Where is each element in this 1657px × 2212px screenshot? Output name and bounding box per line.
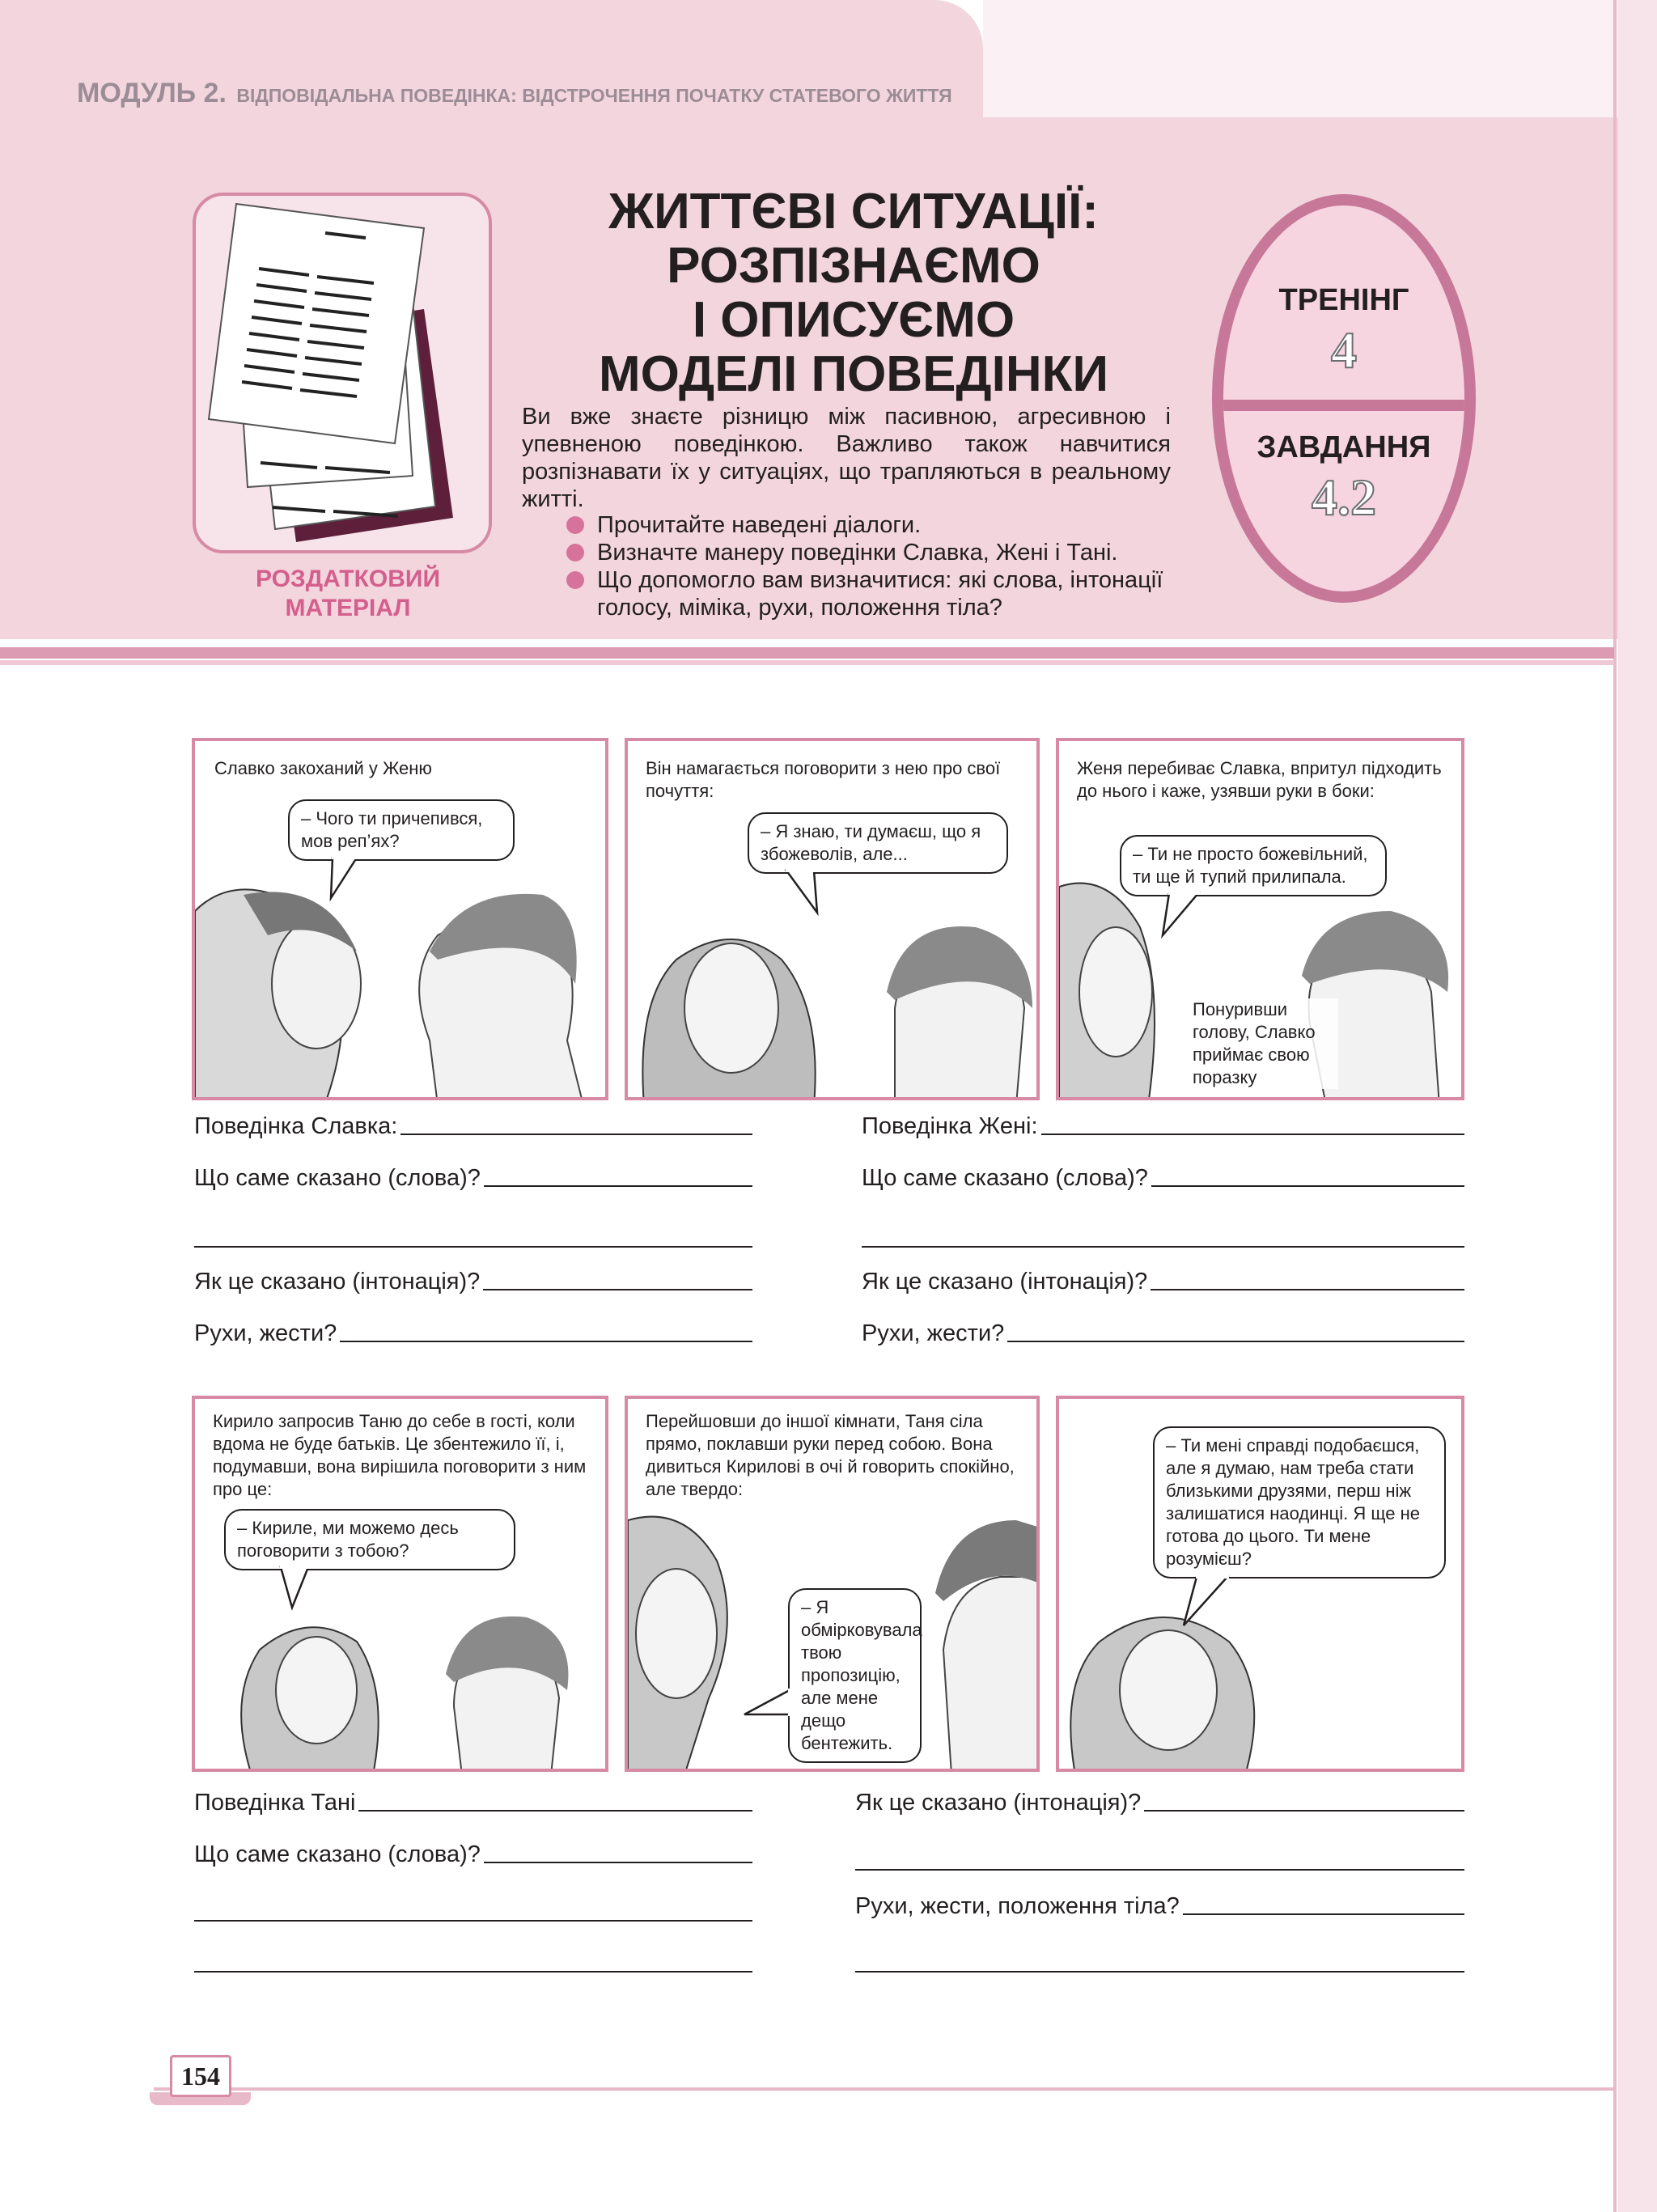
edge-bar [1618, 0, 1657, 2212]
bubble-tail-icon [1180, 1574, 1237, 1630]
panel-caption: Він намагається поговорити з нею про свої почуття: [646, 758, 1001, 801]
training-number: 4 [1331, 321, 1357, 379]
answer-line[interactable] [340, 1341, 752, 1342]
handout-label [194, 565, 502, 623]
question-zhenia-behavior: Поведінка Жені: [862, 1113, 1464, 1140]
answer-line[interactable] [358, 1810, 752, 1812]
bullet-icon [566, 516, 584, 534]
header-rule-thin [0, 660, 1614, 665]
question-gestures: Рухи, жести? [194, 1320, 752, 1347]
answer-line[interactable] [400, 1134, 752, 1135]
task-list [566, 511, 1181, 621]
girl-illustration [1059, 1593, 1464, 1772]
answer-line[interactable] [194, 1246, 752, 1248]
answer-line[interactable] [1151, 1185, 1464, 1187]
documents-icon [193, 193, 492, 553]
task-item: Визначте манеру поведінки Славка, Жені і Тані. [566, 539, 1181, 566]
answer-line[interactable] [484, 1185, 752, 1187]
question-gestures: Рухи, жести, положення тіла? [855, 1893, 1464, 1920]
question-tania-behavior: Поведінка Тані [194, 1790, 752, 1816]
speech-bubble: – Чого ти причепився, мов реп’ях? [288, 799, 515, 861]
task-item: Прочитайте наведені діалоги. [566, 511, 1181, 539]
panel-caption: Кирило запросив Таню до себе в гості, коли вдома не буде батьків. Це збентежило її, і, подумавши, вона вирішила поговорити з ним про це: [213, 1411, 587, 1499]
panel-caption: Перейшовши до іншої кімнати, Таня сіла прямо, поклавши руки перед собою. Вона дивиться Кирилові в очі й говорить спокійно, але твердо: [646, 1411, 1015, 1499]
footer-rule [154, 2087, 1614, 2091]
edge-line [1613, 0, 1617, 2212]
handout-label-line1: РОЗДАТКОВИЙ [255, 566, 441, 592]
answer-line[interactable] [194, 1971, 752, 1973]
bubble-tail-icon [741, 1682, 795, 1731]
bubble-tail-icon [782, 867, 830, 916]
header-pale-strip [983, 0, 1657, 117]
module-label: МОДУЛЬ 2. [77, 78, 227, 108]
comic2-panel1 [192, 1396, 608, 1772]
module-heading [77, 78, 952, 109]
intro-text: Ви вже знаєте різницю між пасивною, агресивною і упевненою поведінкою. Важливо також навчитися розпізнавати їх у ситуаціях, що трапляються в реальному житті. [522, 404, 1171, 512]
page-number: 154 [170, 2055, 231, 2097]
title-line4: МОДЕЛІ ПОВЕДІНКИ [598, 346, 1109, 402]
title-line3: І ОПИСУЄМО [692, 292, 1015, 348]
question-words: Що саме сказано (слова)? [194, 1165, 752, 1192]
training-label: ТРЕНІНГ [1278, 283, 1409, 317]
speech-bubble: – Кириле, ми можемо десь поговорити з тобою? [224, 1509, 515, 1570]
question-intonation: Як це сказано (інтонація)? [194, 1269, 752, 1295]
title-line1: ЖИТТЄВІ СИТУАЦІЇ: [608, 184, 1099, 239]
title-line2: РОЗПІЗНАЄМО [667, 238, 1040, 294]
bubble-tail-icon [1156, 890, 1213, 939]
answer-line[interactable] [1007, 1341, 1464, 1342]
girl-and-boy-illustration [628, 871, 1040, 1100]
page-title [518, 184, 1189, 401]
answer-line[interactable] [484, 1862, 752, 1863]
answer-line[interactable] [483, 1289, 752, 1290]
handout-label-line2: МАТЕРІАЛ [285, 595, 411, 621]
bubble-tail-icon [276, 1564, 324, 1612]
task-number: 4.2 [1312, 468, 1376, 526]
question-intonation: Як це сказано (інтонація)? [862, 1269, 1464, 1295]
answer-line[interactable] [1041, 1134, 1465, 1135]
girl-and-boy-illustration [195, 1585, 608, 1772]
bubble-tail-icon [324, 854, 373, 903]
panel-caption-2: Понуривши голову, Славко приймає свою поразку [1193, 998, 1338, 1089]
answer-line[interactable] [194, 1920, 752, 1922]
speech-bubble: – Ти мені справді подобаєшся, але я думаю, нам треба стати близькими друзями, перш ніж залишатися наодинці. Я ще не готова до цього. Ти мене розумієш? [1153, 1426, 1446, 1578]
task-label: ЗАВДАННЯ [1257, 430, 1431, 464]
training-badge [1212, 194, 1476, 603]
answer-line[interactable] [855, 1869, 1464, 1871]
comic1-panel2 [625, 738, 1040, 1100]
task-item: Що допомогло вам визначитися: які слова, інтонації голосу, міміка, рухи, положення тіла? [566, 566, 1181, 621]
question-words: Що саме сказано (слова)? [194, 1841, 752, 1868]
speech-bubble: – Я обмірковувала твою пропозицію, але мене дещо бентежить. [788, 1588, 922, 1763]
speech-bubble: – Ти не просто божевільний, ти ще й тупий прилипала. [1120, 835, 1387, 896]
panel-caption: Женя перебиває Славка, впритул підходить до нього і каже, узявши руки в боки: [1077, 758, 1442, 801]
girl-and-boy-illustration [195, 862, 608, 1100]
bullet-icon [566, 544, 584, 561]
question-intonation: Як це сказано (інтонація)? [855, 1790, 1464, 1816]
answer-line[interactable] [1144, 1810, 1464, 1812]
answer-line[interactable] [855, 1971, 1464, 1973]
comic1-panel1 [192, 738, 608, 1100]
answer-line[interactable] [862, 1246, 1464, 1248]
speech-bubble: – Я знаю, ти думаєш, що я збожеволів, але... [748, 812, 1008, 874]
comic2-panel3 [1056, 1396, 1464, 1772]
answer-line[interactable] [1151, 1289, 1464, 1290]
header-rule [0, 647, 1614, 659]
comic2-panel2 [625, 1396, 1040, 1772]
bullet-icon [566, 571, 584, 589]
question-words: Що саме сказано (слова)? [862, 1165, 1464, 1192]
question-gestures: Рухи, жести? [862, 1320, 1464, 1347]
comic1-panel3 [1056, 738, 1464, 1100]
question-slavko-behavior: Поведінка Славка: [194, 1113, 752, 1140]
answer-line[interactable] [1183, 1913, 1464, 1915]
panel-caption: Славко закоханий у Женю [214, 758, 432, 778]
module-subtitle: ВІДПОВІДАЛЬНА ПОВЕДІНКА: ВІДСТРОЧЕННЯ ПОЧАТКУ СТАТЕВОГО ЖИТТЯ [236, 85, 952, 106]
